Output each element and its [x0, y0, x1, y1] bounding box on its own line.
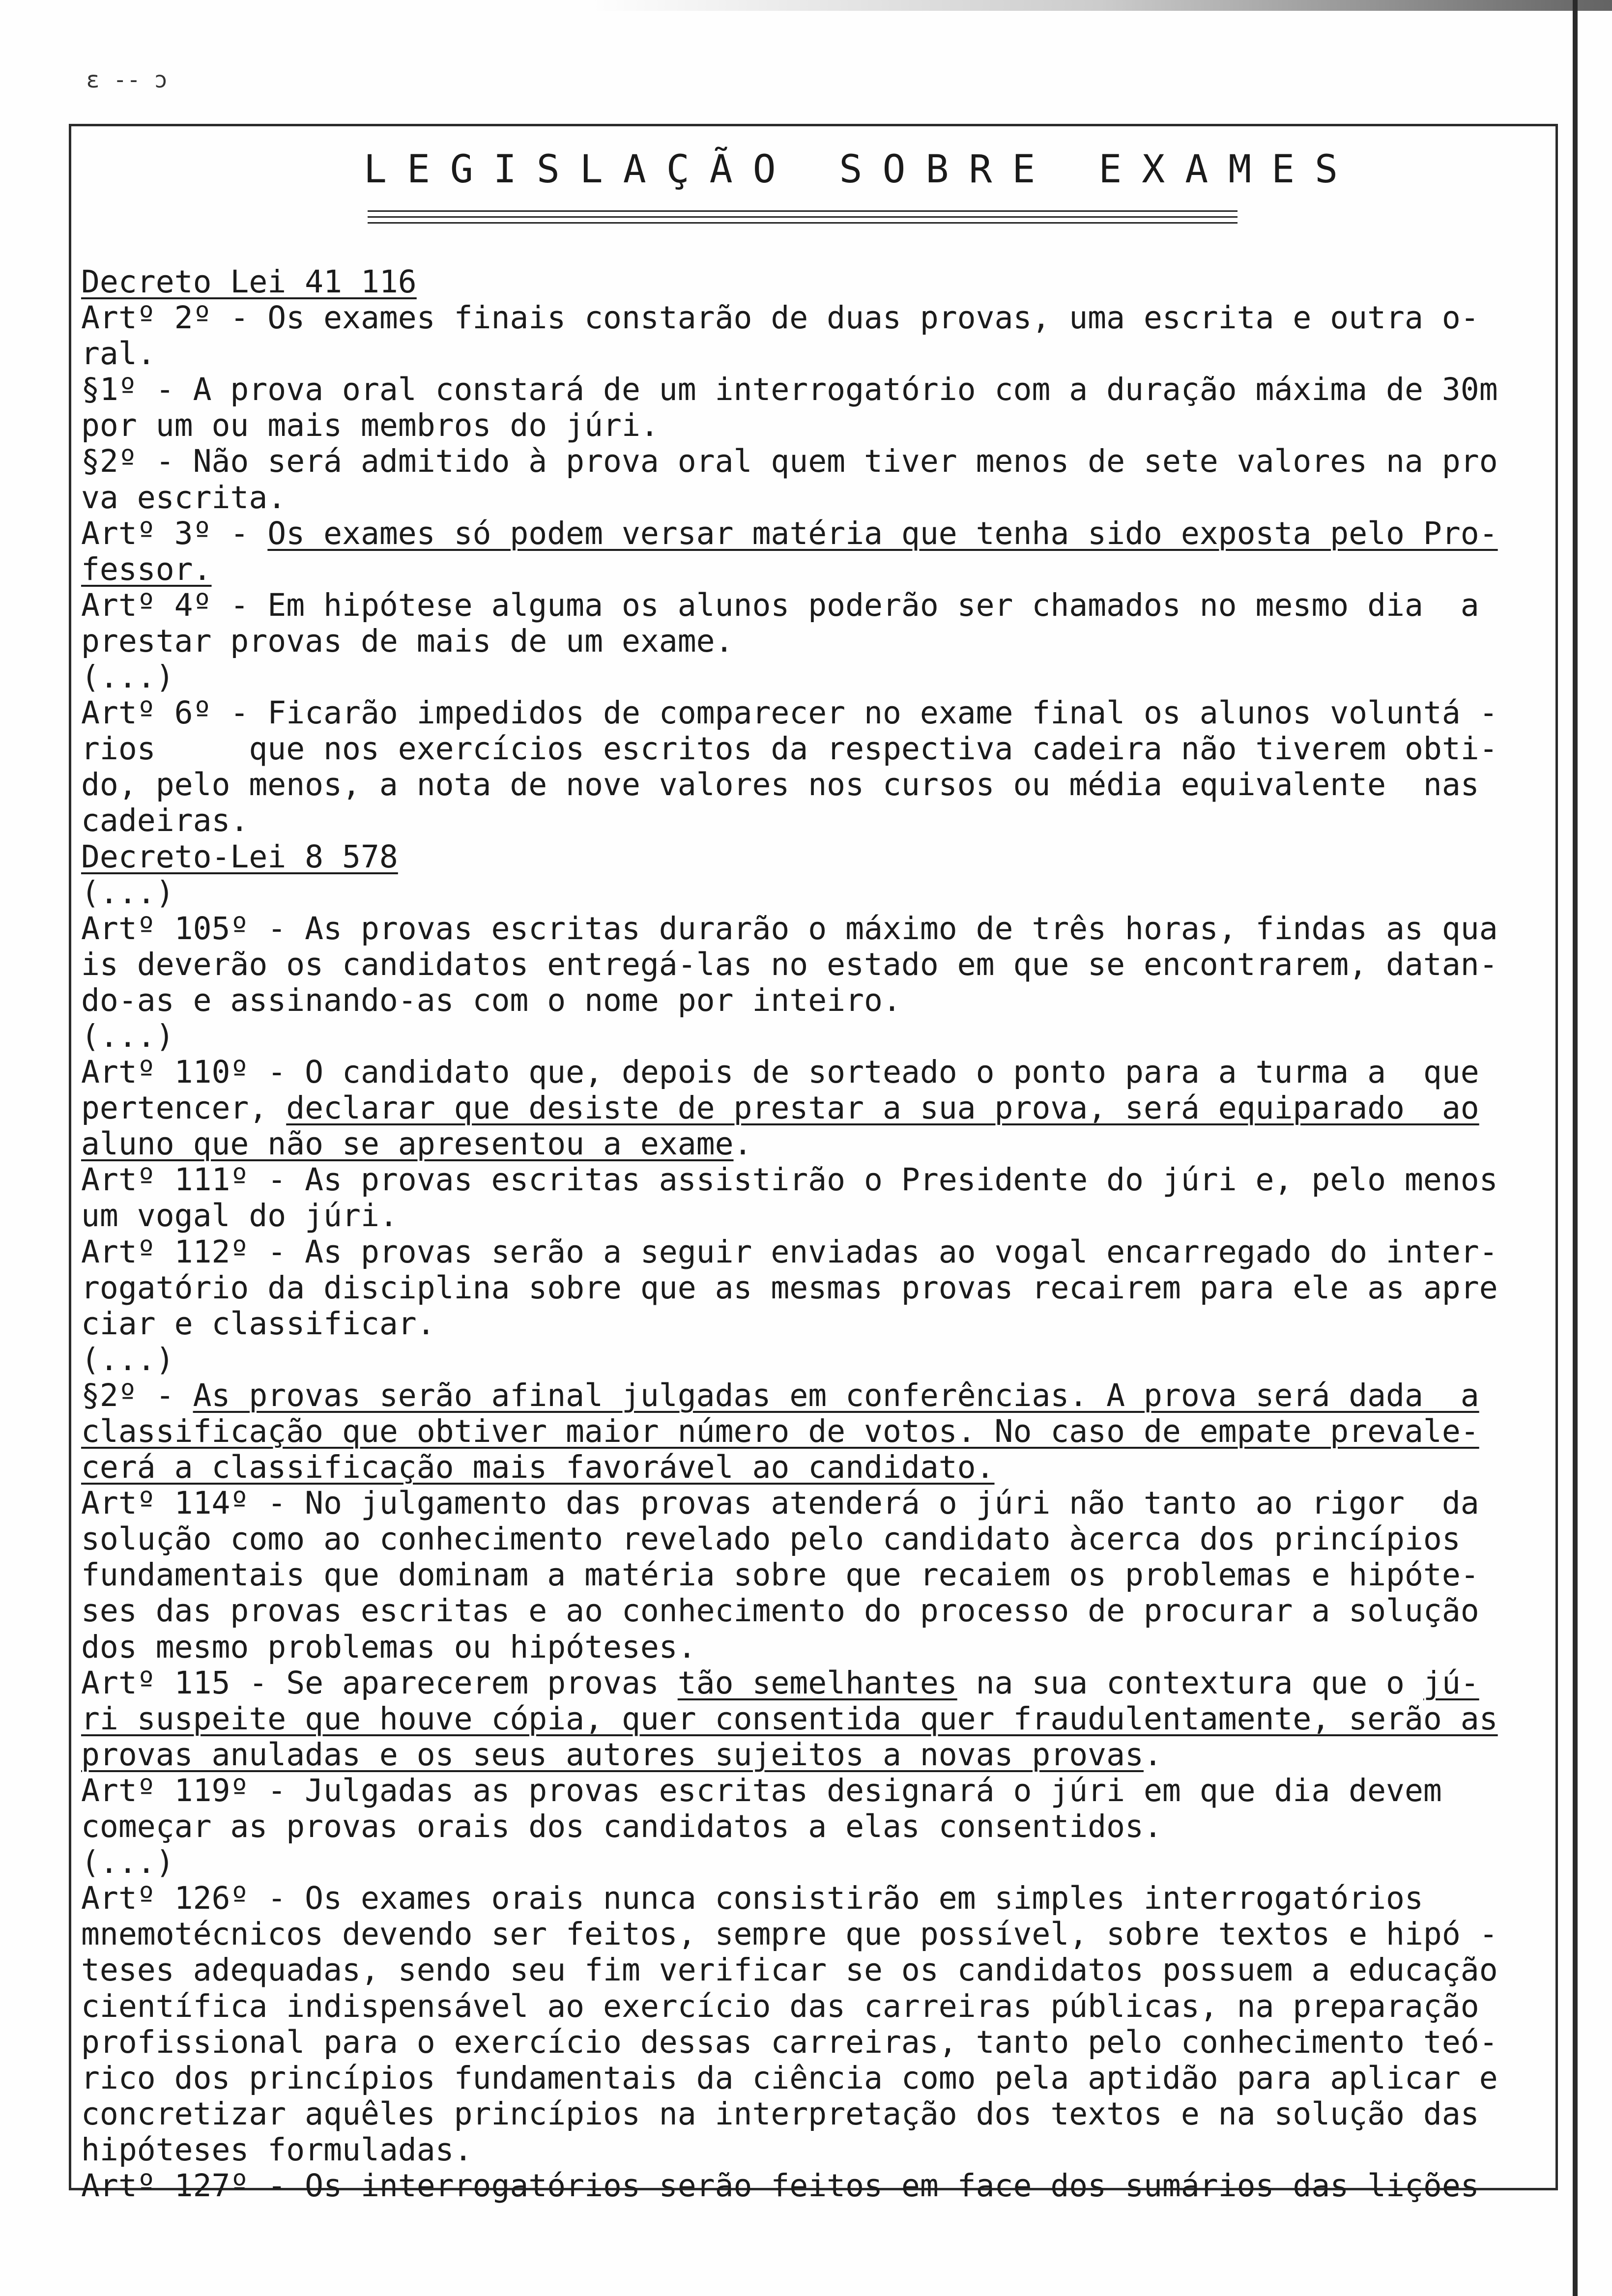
- underlined-text: ri suspeite que houve cópia, quer consentida quer fraudulentamente, serão as: [81, 1700, 1498, 1737]
- title-rule: [368, 210, 1238, 212]
- text-line: [81, 1306, 1555, 1342]
- text-line: [81, 264, 1555, 300]
- text-segment: §2º -: [81, 1377, 193, 1413]
- text-segment: fundamentais que dominam a matéria sobre que recaiem os problemas e hipóte-: [81, 1557, 1479, 1593]
- underlined-text: As provas serão afinal julgadas em conferências. A prova será dada a: [193, 1377, 1479, 1413]
- text-line: [81, 1126, 1555, 1162]
- text-line: [81, 1808, 1555, 1844]
- document-body: [81, 264, 1555, 2204]
- text-line: [81, 1844, 1555, 1880]
- underlined-text: declarar que desiste de prestar a sua prova, será equiparado ao: [286, 1090, 1479, 1126]
- text-segment: ral.: [81, 336, 156, 372]
- text-line: [81, 2060, 1555, 2096]
- text-line: [81, 587, 1555, 623]
- text-segment: (...): [81, 1844, 174, 1881]
- text-line: [81, 1449, 1555, 1485]
- text-line: [81, 1988, 1555, 2024]
- text-line: [81, 1665, 1555, 1701]
- text-segment: rogatório da disciplina sobre que as mesmas provas recairem para ele as apre: [81, 1269, 1498, 1306]
- text-line: [81, 1773, 1555, 1808]
- text-line: [81, 2168, 1555, 2204]
- text-segment: mnemotécnicos devendo ser feitos, sempre que possível, sobre textos e hipó -: [81, 1916, 1498, 1952]
- text-line: [81, 2096, 1555, 2132]
- text-line: [81, 336, 1555, 372]
- text-segment: .: [1143, 1736, 1162, 1773]
- text-segment: por um ou mais membros do júri.: [81, 407, 659, 444]
- text-segment: profissional para o exercício dessas carreiras, tanto pelo conhecimento teó-: [81, 2024, 1498, 2060]
- text-segment: um vogal do júri.: [81, 1198, 398, 1234]
- text-segment: Artº 114º - No julgamento das provas atenderá o júri não tanto ao rigor da: [81, 1485, 1479, 1521]
- text-segment: (...): [81, 659, 174, 695]
- text-line: [81, 1629, 1555, 1665]
- text-segment: Artº 111º - As provas escritas assistirão o Presidente do júri e, pelo menos: [81, 1162, 1498, 1198]
- text-segment: Artº 6º - Ficarão impedidos de comparecer no exame final os alunos voluntá -: [81, 695, 1498, 731]
- text-line: [81, 1557, 1555, 1593]
- text-line: [81, 803, 1555, 838]
- text-line: [81, 2132, 1555, 2168]
- page-mark: ɛ -- ɔ: [86, 66, 168, 93]
- text-segment: hipóteses formuladas.: [81, 2131, 473, 2168]
- text-segment: va escrita.: [81, 479, 287, 516]
- text-segment: §1º - A prova oral constará de um interrogatório com a duração máxima de 30m: [81, 372, 1498, 408]
- text-line: [81, 1485, 1555, 1521]
- underlined-text: Decreto Lei 41 116: [81, 264, 417, 300]
- underlined-text: aluno que não se apresentou a exame: [81, 1126, 734, 1162]
- text-line: [81, 1270, 1555, 1306]
- text-segment: Artº 110º - O candidato que, depois de sorteado o ponto para a turma a que: [81, 1054, 1479, 1091]
- scan-edge-shadow: [590, 0, 1612, 11]
- underlined-text: cerá a classificação mais favorável ao candidato.: [81, 1449, 995, 1486]
- text-line: [81, 767, 1555, 803]
- scan-right-edge: [1573, 0, 1578, 2296]
- text-segment: (...): [81, 1018, 174, 1054]
- title-rule: [368, 216, 1238, 218]
- underlined-text: classificação que obtiver maior número de votos. No caso de empate prevale-: [81, 1413, 1479, 1449]
- text-segment: Artº 2º - Os exames finais constarão de duas provas, uma escrita e outra o-: [81, 300, 1479, 336]
- text-line: [81, 911, 1555, 947]
- text-line: [81, 372, 1555, 407]
- text-line: [81, 443, 1555, 479]
- text-line: [81, 947, 1555, 982]
- text-line: [81, 480, 1555, 516]
- text-segment: começar as provas orais dos candidatos a elas consentidos.: [81, 1808, 1162, 1845]
- text-line: [81, 2024, 1555, 2060]
- title-rule: [368, 222, 1238, 224]
- text-segment: Artº 127º - Os interrogatórios serão feitos em face dos sumários das lições: [81, 2167, 1479, 2204]
- text-segment: Artº 126º - Os exames orais nunca consistirão em simples interrogatórios: [81, 1880, 1423, 1917]
- text-segment: cadeiras.: [81, 803, 249, 839]
- text-line: [81, 1521, 1555, 1557]
- text-line: [81, 1090, 1555, 1126]
- text-line: [81, 551, 1555, 587]
- text-segment: ciar e classificar.: [81, 1305, 435, 1342]
- text-line: [81, 1413, 1555, 1449]
- text-line: [81, 1701, 1555, 1737]
- text-segment: (...): [81, 1341, 174, 1378]
- text-segment: científica indispensável ao exercício das carreiras públicas, na preparação: [81, 1988, 1479, 2024]
- text-line: [81, 695, 1555, 731]
- underlined-text: Os exames só podem versar matéria que tenha sido exposta pelo Pro-: [267, 515, 1498, 551]
- text-line: [81, 1198, 1555, 1234]
- text-segment: concretizar aquêles princípios na interpretação dos textos e na solução das: [81, 2095, 1479, 2132]
- text-segment: §2º - Não será admitido à prova oral quem tiver menos de sete valores na pro: [81, 443, 1498, 480]
- text-line: [81, 1378, 1555, 1413]
- text-segment: Artº 112º - As provas serão a seguir enviadas ao vogal encarregado do inter-: [81, 1234, 1498, 1270]
- text-line: [81, 982, 1555, 1018]
- text-line: [81, 839, 1555, 875]
- text-segment: dos mesmo problemas ou hipóteses.: [81, 1629, 696, 1665]
- text-segment: .: [733, 1126, 752, 1162]
- text-segment: teses adequadas, sendo seu fim verificar se os candidatos possuem a educação: [81, 1952, 1498, 1988]
- text-line: [81, 407, 1555, 443]
- text-segment: rico dos princípios fundamentais da ciência como pela aptidão para aplicar e: [81, 2060, 1498, 2096]
- text-segment: Artº 105º - As provas escritas durarão o máximo de três horas, findas as qua: [81, 910, 1498, 947]
- text-line: [81, 1916, 1555, 1952]
- underlined-text: Decreto-Lei 8 578: [81, 838, 398, 875]
- document-title: LEGISLAÇÃO SOBRE EXAMES: [364, 147, 1358, 192]
- underlined-text: fessor.: [81, 551, 212, 587]
- text-line: [81, 1952, 1555, 1988]
- text-segment: (...): [81, 874, 174, 911]
- text-line: [81, 1342, 1555, 1378]
- text-segment: pertencer,: [81, 1090, 287, 1126]
- text-segment: Artº 115 - Se aparecerem provas: [81, 1665, 678, 1701]
- text-line: [81, 516, 1555, 551]
- text-line: [81, 300, 1555, 336]
- text-line: [81, 1737, 1555, 1773]
- text-segment: do-as e assinando-as com o nome por inteiro.: [81, 982, 901, 1018]
- text-segment: Artº 119º - Julgadas as provas escritas designará o júri em que dia devem: [81, 1772, 1442, 1808]
- text-line: [81, 1054, 1555, 1090]
- text-segment: rios que nos exercícios escritos da respectiva cadeira não tiverem obti-: [81, 731, 1498, 767]
- text-line: [81, 1234, 1555, 1270]
- text-line: [81, 1880, 1555, 1916]
- text-segment: ses das provas escritas e ao conhecimento do processo de procurar a solução: [81, 1593, 1479, 1629]
- text-segment: prestar provas de mais de um exame.: [81, 623, 734, 659]
- text-line: [81, 875, 1555, 911]
- text-line: [81, 1593, 1555, 1629]
- text-segment: do, pelo menos, a nota de nove valores nos cursos ou média equivalente nas: [81, 767, 1479, 803]
- underlined-text: jú-: [1423, 1665, 1479, 1701]
- text-line: [81, 1162, 1555, 1198]
- text-segment: solução como ao conhecimento revelado pelo candidato àcerca dos princípios: [81, 1521, 1461, 1557]
- text-segment: is deverão os candidatos entregá-las no estado em que se encontrarem, datan-: [81, 946, 1498, 982]
- text-segment: na sua contextura que o: [957, 1665, 1423, 1701]
- text-segment: Artº 3º -: [81, 515, 268, 551]
- text-line: [81, 659, 1555, 695]
- text-line: [81, 731, 1555, 767]
- text-line: [81, 623, 1555, 659]
- text-line: [81, 1018, 1555, 1054]
- underlined-text: provas anuladas e os seus autores sujeitos a novas provas: [81, 1736, 1144, 1773]
- text-segment: Artº 4º - Em hipótese alguma os alunos poderão ser chamados no mesmo dia a: [81, 587, 1479, 623]
- underlined-text: tão semelhantes: [677, 1665, 957, 1701]
